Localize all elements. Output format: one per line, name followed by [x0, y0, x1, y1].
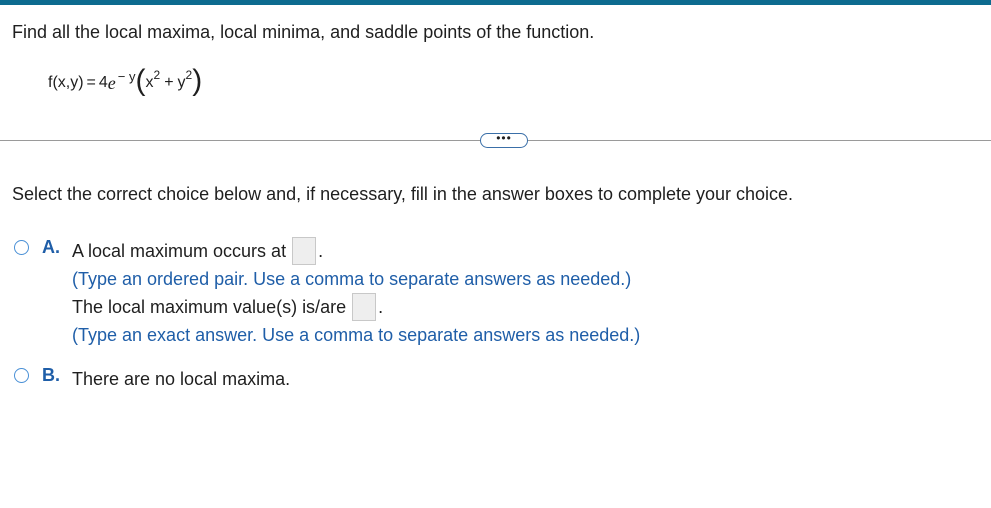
- choice-a-letter: A.: [42, 237, 60, 257]
- show-more-button[interactable]: [480, 130, 528, 148]
- function-formula: [48, 66, 202, 100]
- choice-a: [14, 237, 640, 349]
- instruction-text: Select the correct choice below and, if necessary, fill in the answer boxes to complete your choice.: [12, 184, 794, 204]
- choice-a-line1: A local maximum occurs at: [72, 240, 287, 261]
- local-max-point-input[interactable]: [292, 237, 316, 265]
- function-term2-power: 2: [185, 68, 193, 82]
- function-coef: 4: [98, 74, 108, 91]
- choice-b-text: There are no local maxima.: [72, 368, 291, 389]
- function-term2: y: [177, 74, 186, 91]
- choice-b-body: [72, 365, 290, 393]
- choice-a-note1: (Type an ordered pair. Use a comma to separate answers as needed.): [72, 268, 632, 289]
- choice-a-line2: The local maximum value(s) is/are: [72, 296, 347, 317]
- choice-a-note2: (Type an exact answer. Use a comma to separate answers as needed.): [72, 324, 641, 345]
- choice-a-radio[interactable]: [14, 240, 29, 255]
- choice-b: [14, 365, 290, 393]
- choice-b-letter: B.: [42, 365, 60, 385]
- close-paren: ): [192, 64, 203, 97]
- function-base: e: [107, 72, 116, 93]
- choice-a-line2-period: .: [378, 296, 384, 317]
- function-term1-power: 2: [153, 68, 161, 82]
- local-max-value-input[interactable]: [352, 293, 376, 321]
- function-exponent: − y: [117, 68, 136, 84]
- question-prompt: Find all the local maxima, local minima, and saddle points of the function.: [12, 22, 595, 42]
- more-dots-icon: •••: [496, 130, 512, 145]
- function-lhs: f(x,y): [48, 74, 84, 91]
- choice-a-line1-period: .: [318, 240, 324, 261]
- choice-b-radio[interactable]: [14, 368, 29, 383]
- open-paren: (: [135, 64, 146, 97]
- function-equals: =: [86, 74, 96, 91]
- choice-a-body: [72, 237, 640, 349]
- top-accent-bar: [0, 0, 991, 5]
- function-plus: +: [164, 74, 174, 91]
- function-term1: x: [145, 74, 154, 91]
